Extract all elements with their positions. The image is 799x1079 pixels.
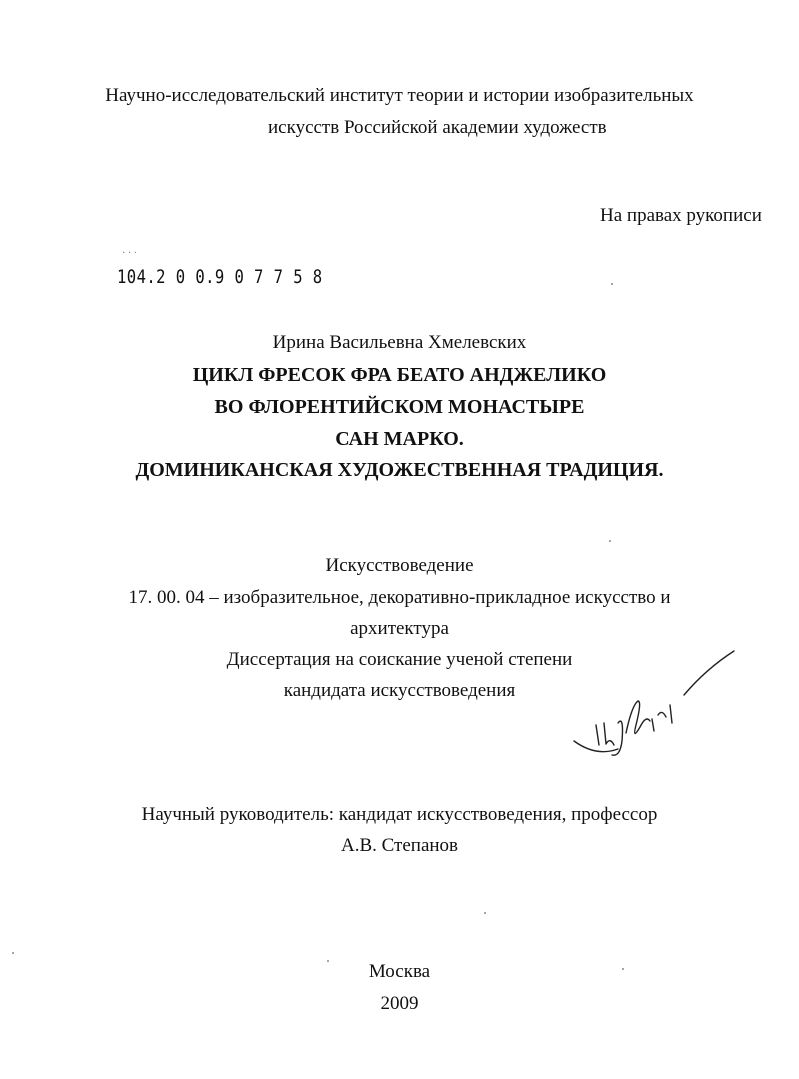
year: 2009 — [380, 993, 419, 1014]
city: Москва — [368, 961, 431, 982]
title-line-3: САН МАРКО. — [335, 428, 464, 450]
title-line-2: ВО ФЛОРЕНТИЙСКОМ МОНАСТЫРЕ — [214, 396, 585, 418]
stamp-dots: · · · — [122, 248, 137, 259]
degree-line-2: кандидата искусствоведения — [283, 680, 516, 701]
degree-line-1: Диссертация на соискание ученой степени — [226, 649, 573, 670]
institution-line-2: искусств Российской академии художеств — [268, 117, 607, 138]
handwritten-signature — [566, 645, 746, 765]
specialty-line-2: архитектура — [350, 618, 449, 639]
scan-speck — [622, 968, 624, 970]
specialty-line-1: 17. 00. 04 – изобразительное, декоративно-прикладное искусство и — [128, 587, 671, 608]
supervisor-line-2: А.В. Степанов — [340, 835, 459, 856]
scan-speck — [12, 952, 14, 954]
title-line-4: ДОМИНИКАНСКАЯ ХУДОЖЕСТВЕННАЯ ТРАДИЦИЯ. — [135, 459, 664, 481]
title-line-1: ЦИКЛ ФРЕСОК ФРА БЕАТО АНДЖЕЛИКО — [192, 364, 607, 386]
author-name: Ирина Васильевна Хмелевских — [272, 332, 527, 353]
registry-stamp: 104.2 0 0.9 0 7 7 5 8 — [117, 266, 323, 288]
scan-speck — [609, 540, 611, 542]
scan-speck — [484, 912, 486, 914]
institution-line-1: Научно-исследовательский институт теории и истории изобразительных — [105, 85, 694, 106]
supervisor-line-1: Научный руководитель: кандидат искусствоведения, профессор — [141, 804, 658, 825]
field-of-study: Искусствоведение — [325, 555, 474, 576]
rights-note: На правах рукописи — [600, 205, 762, 226]
scan-speck — [611, 283, 613, 285]
scan-speck — [327, 960, 329, 962]
